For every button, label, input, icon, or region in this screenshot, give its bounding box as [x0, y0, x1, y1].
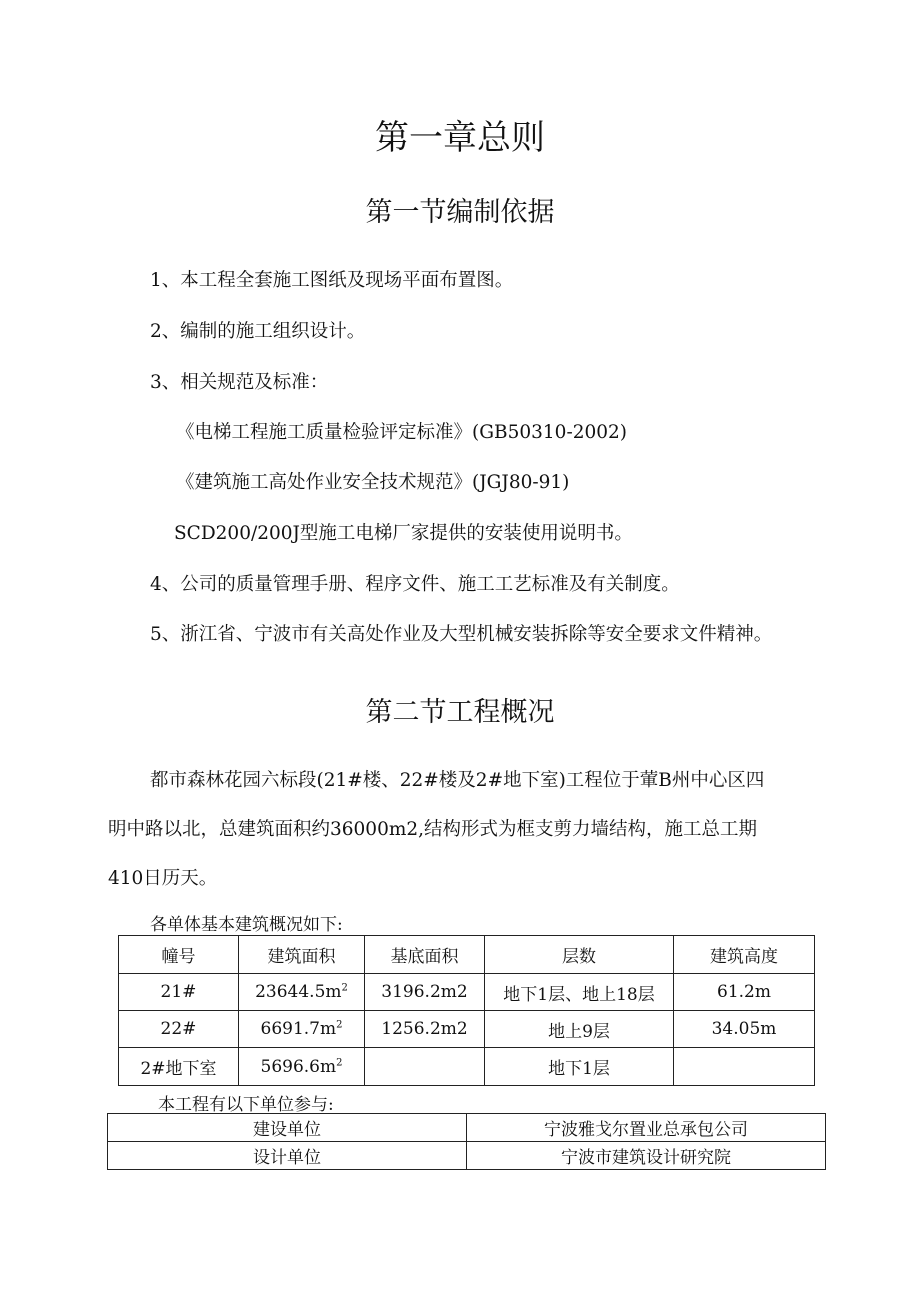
table-row [119, 1048, 815, 1086]
table-cell: 21# [119, 974, 239, 1011]
table-cell: $6691.7m^2$ [239, 1011, 365, 1048]
table-cell: $5696.6m^2$ [239, 1048, 365, 1086]
basis-item-2: 2、编制的施工组织设计。 [150, 321, 366, 342]
basis-item-4: 4、公司的质量管理手册、程序文件、施工工艺标准及有关制度。 [150, 574, 680, 595]
table-cell [365, 1048, 485, 1086]
table-cell: 3196.2m2 [365, 974, 485, 1011]
header-cell: 建筑高度 [674, 936, 815, 974]
table-row [119, 1011, 815, 1048]
table-cell: 1256.2m2 [365, 1011, 485, 1048]
table-cell: 地下1层、地上18层 [485, 974, 674, 1011]
header-cell: 基底面积 [365, 936, 485, 974]
standard-1: 《电梯工程施工质量检验评定标准》(GB50310-2002) [176, 422, 627, 443]
header-cell: 幢号 [119, 936, 239, 974]
table-cell: 34.05m [674, 1011, 815, 1048]
table-cell: 宁波雅戈尔置业总承包公司 [467, 1114, 826, 1142]
section-title-basis: 第一节编制依据 [365, 197, 555, 228]
table-cell: 设计单位 [108, 1142, 467, 1170]
standard-2: 《建筑施工高处作业安全技术规范》(JGJ80-91) [176, 472, 570, 493]
standard-3: SCD200/200J型施工电梯厂家提供的安装使用说明书。 [174, 523, 633, 544]
overview-line-2: 明中路以北，总建筑面积约36000m2,结构形式为框支剪力墙结构，施工总工期 [108, 819, 758, 840]
overview-line-1: 都市森林花园六标段(21#楼、22#楼及2#地下室)工程位于葷B州中心区四 [150, 770, 765, 791]
section-title-overview: 第二节工程概况 [365, 697, 555, 728]
table-cell: 地下1层 [485, 1048, 674, 1086]
table-cell: 61.2m [674, 974, 815, 1011]
header-cell: 建筑面积 [239, 936, 365, 974]
table1-caption: 各单体基本建筑概况如下: [150, 915, 343, 935]
basis-item-1: 1、本工程全套施工图纸及现场平面布置图。 [150, 270, 514, 291]
header-cell: 层数 [485, 936, 674, 974]
table-cell: 2#地下室 [119, 1048, 239, 1086]
chapter-title: 第一章总则 [375, 118, 545, 158]
table2-caption: 本工程有以下单位参与: [158, 1095, 334, 1115]
building-table [118, 935, 815, 1086]
table-cell: 宁波市建筑设计研究院 [467, 1142, 826, 1170]
basis-item-3: 3、相关规范及标准： [150, 372, 329, 393]
table-cell: 22# [119, 1011, 239, 1048]
table-header-row [119, 936, 815, 974]
basis-item-5: 5、浙江省、宁波市有关高处作业及大型机械安装拆除等安全要求文件精神。 [150, 624, 773, 645]
participants-table [107, 1113, 826, 1170]
table-row [108, 1142, 826, 1170]
table-row [119, 974, 815, 1011]
table-cell: 建设单位 [108, 1114, 467, 1142]
table-row [108, 1114, 826, 1142]
overview-line-3: 410日历天。 [108, 868, 218, 889]
table-cell [674, 1048, 815, 1086]
table-cell: 地上9层 [485, 1011, 674, 1048]
table-cell: $23644.5m^2$ [239, 974, 365, 1011]
